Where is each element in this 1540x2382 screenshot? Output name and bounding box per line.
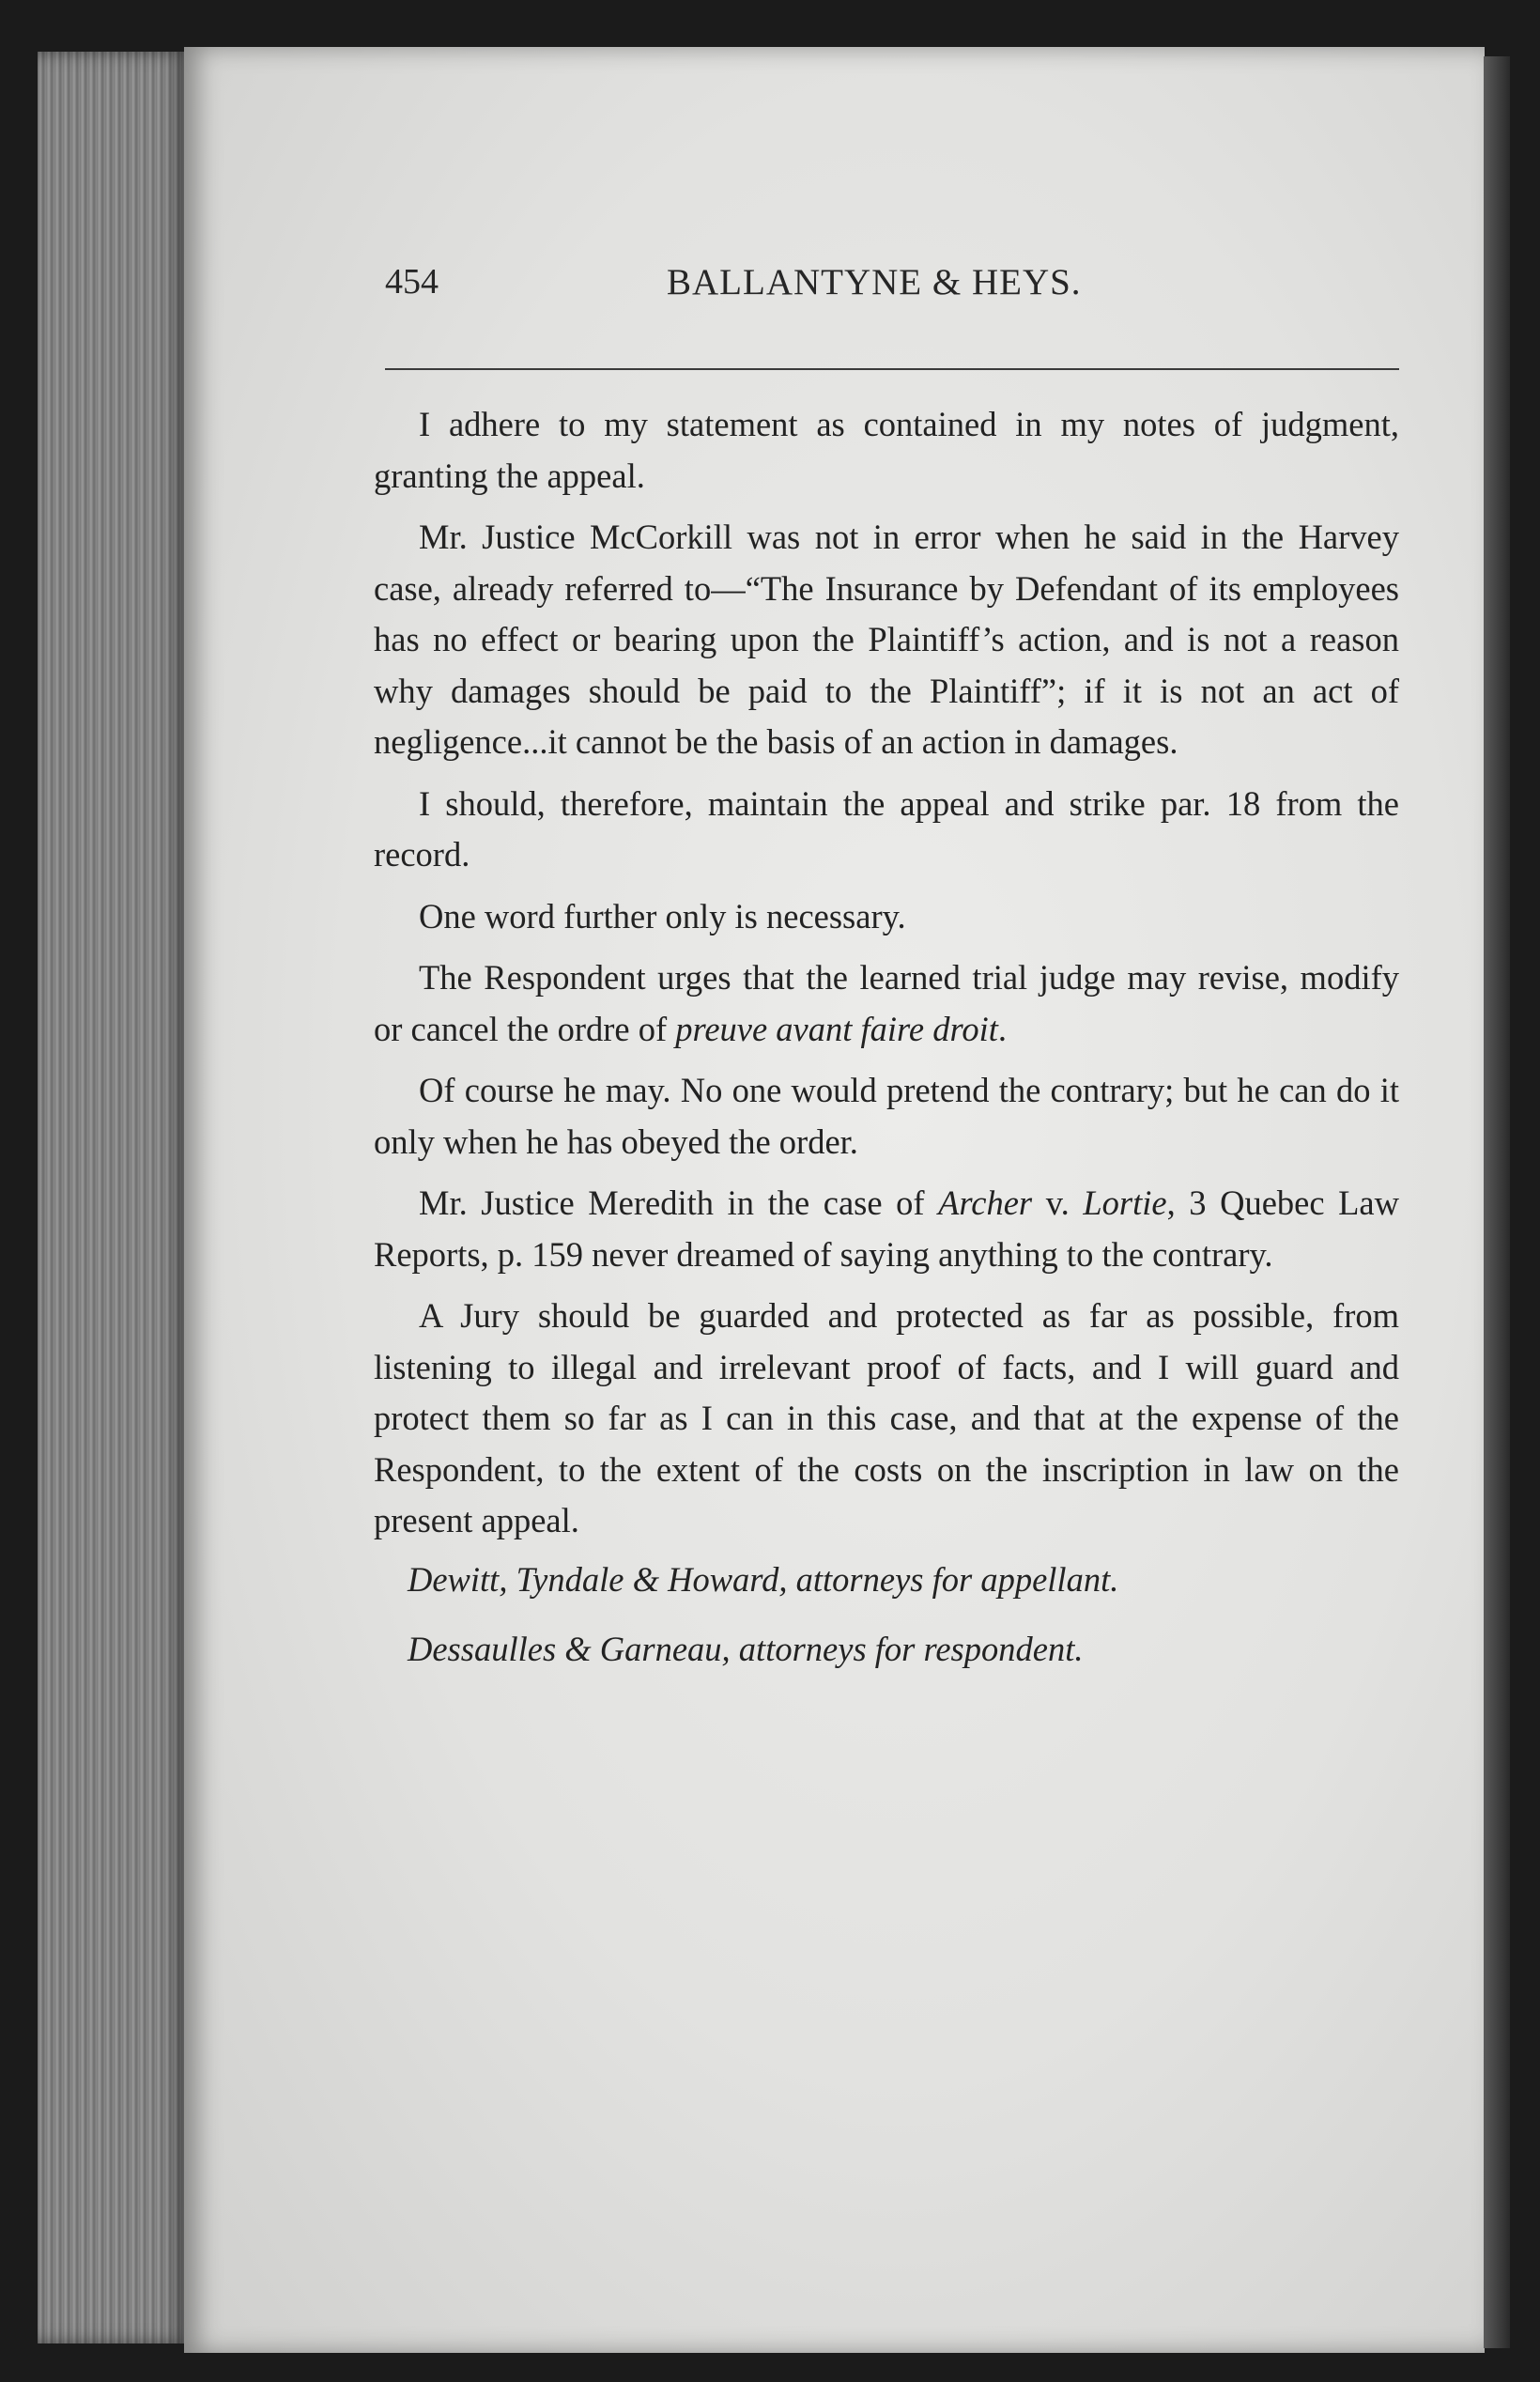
paragraph-text: Mr. Justice Meredith in the case of <box>419 1183 939 1222</box>
attorneys-respondent: Dessaulles & Garneau, attorneys for respondent. <box>408 1630 1084 1668</box>
paragraph-text: , 3 Quebec Law Reports, p. 159 never dreamed of saying anything to the contrary. <box>374 1183 1399 1274</box>
paragraph: Mr. Justice McCorkill was not in error when he said in the Harvey case, already referred to—“The Insurance by Defendant of its employees has no effect or bearing upon the Plaintiff’s action, and is not a reason why damages should be paid to the Plaintiff”; if it is not an act of negligence...it cannot be the basis of an action in damages. <box>374 518 1399 761</box>
book-right-edge <box>1484 56 1510 2348</box>
paragraph-end: . <box>997 1009 1007 1048</box>
paragraph: One word further only is necessary. <box>419 896 906 936</box>
page-number: 454 <box>385 262 439 302</box>
paragraph: Of course he may. No one would pretend the contrary; but he can do it only when he has obeyed the order. <box>374 1071 1399 1161</box>
case-name-b: Lortie <box>1083 1183 1167 1222</box>
paragraph: A Jury should be guarded and protected as far as possible, from listening to illegal and irrelevant proof of facts, and I will guard and protect them so far as I can in this case, and that at the expense of the Respondent, to the extent of the costs on the inscription in law on the present appeal. <box>374 1296 1399 1539</box>
latin-phrase: preuve avant faire droit <box>675 1009 998 1048</box>
paragraph: I should, therefore, maintain the appeal and strike par. 18 from the record. <box>374 783 1399 874</box>
header-rule <box>385 368 1399 370</box>
paragraph: I adhere to my statement as contained in my notes of judgment, granting the appeal. <box>374 405 1399 495</box>
body-text <box>374 399 1399 1676</box>
paragraph <box>374 1178 1399 1280</box>
page-header <box>385 261 1399 317</box>
paragraph-text: The Respondent urges that the learned trial judge may revise, modify or cancel the ordre of <box>374 958 1399 1048</box>
paragraph <box>374 952 1399 1055</box>
running-head: BALLANTYNE & HEYS. <box>667 262 1082 302</box>
book-page-edges <box>38 52 188 2343</box>
case-name-a: Archer <box>938 1183 1033 1222</box>
attorneys-appellant: Dewitt, Tyndale & Howard, attorneys for appellant. <box>408 1559 1119 1599</box>
versus: v. <box>1032 1183 1084 1222</box>
